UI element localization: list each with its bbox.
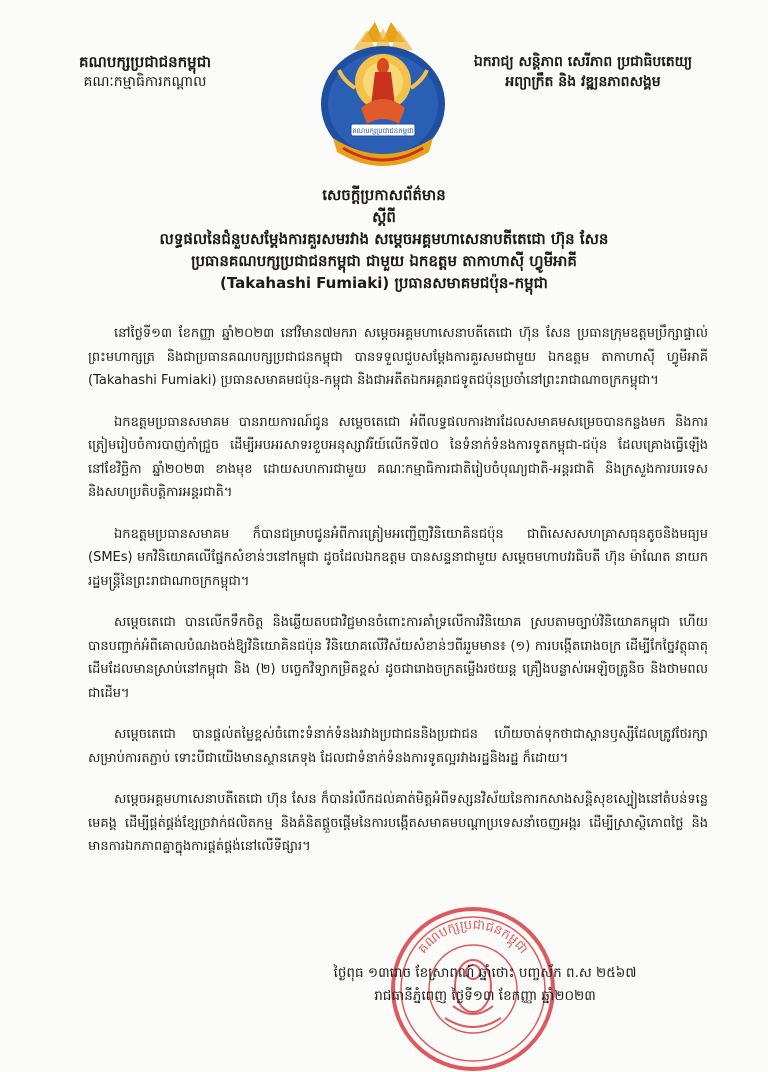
motto-line-1: ឯករាជ្យ សន្តិភាព សេរីភាព ប្រជាធិបតេយ្យ: [473, 54, 693, 70]
paragraph-4: សម្តេចតេជោ បានលើកទឹកចិត្ត និងឆ្លើយតបជាវិជ្ជមានចំពោះការគាំទ្រលើការវិនិយោគ ស្របតាមច្បាប់វិនិយោគកម្ពុជា ហើយបានបញ្ជាក់អំពីគោលបំណងចង់ឱ្យវិនិយោគិនជប៉ុន វិនិយោគលើវិស័យសំខាន់ៗពីររួមមាន៖ (១) ការបង្កើតរោងចក្រ ដើម្បីកែច្នៃវត្ថុធាតុដើមដែលមានស្រាប់នៅកម្ពុជា និង (២) បច្ចេកវិទ្យាកម្រិតខ្ពស់ ដូចជារោងចក្រតម្លើងរថយន្ត គ្រឿងបន្លាស់អេឡិចត្រូនិច និងថាមពលជាដើម។: [88, 615, 708, 701]
party-name: គណបក្សប្រជាជនកម្ពុជា: [79, 53, 211, 71]
title-line-5: (Takahashi Fumiaki) ប្រធានសមាគមជប៉ុន-កម្ពុជា: [220, 274, 548, 292]
title-regarding: ស្តីពី: [372, 208, 396, 226]
document-title: [40, 184, 728, 294]
paragraph-6: សម្តេចអគ្គមហាសេនាបតីតេជោ ហ៊ុន សែន ក៏បានរំលឹកដល់គាត់មិត្តអំពីទស្សនវិស័យនៃការកសាងសន្តិសុខស្បៀងនៅតំបន់ទន្លេមេគង្គ ដើម្បីផ្គត់ផ្គង់ខ្សែច្រវាក់ផលិតកម្ម និងគំនិតផ្តួចផ្តើមនៃការបង្កើតសមាគមបណ្តាប្រទេសនាំចេញអង្ករ ដើម្បីស្រាស្តិភោពថ្លៃ និងមានការឯកភាពគ្នាក្នុងការផ្គត់ផ្គង់នៅលើទីផ្សារ។: [88, 792, 708, 854]
title-line-4: ប្រធានគណបក្សប្រជាជនកម្ពុជា ជាមួយ ឯកឧត្តម តាកាហាស៊ី ហ្វូមីអាគី: [191, 252, 577, 270]
paragraph-3: ឯកឧត្តមប្រធានសមាគម ក៏បានជម្រាបជូនអំពីការត្រៀមអញ្ជើញវិនិយោគិនជប៉ុន ជាពិសេសសហគ្រាសធុនតូចនិងមធ្យម (SMEs) មកវិនិយោគលើផ្នែកសំខាន់ៗនៅកម្ពុជា ដូចដែលឯកឧត្តម បានសន្ទនាជាមួយ សម្តេចមហាបវរធិបតី ហ៊ុន ម៉ាណែត នាយករដ្ឋមន្ត្រីនៃព្រះរាជាណាចក្រកម្ពុជា។: [88, 526, 708, 589]
lunar-date: ថ្ងៃពុធ ១៣រោច ខែស្រាពណ៍ ឆ្នាំថោះ បញ្ចស័ក ព.ស ២៥៦៧: [333, 965, 637, 981]
signature-block: [260, 962, 710, 1008]
paragraph-2: ឯកឧត្តមប្រធានសមាគម បានរាយការណ៍ជូន សម្តេចតេជោ អំពីលទ្ធផលការងារដែលសមាគមសម្រេចបានកន្លងមក និងការត្រៀមរៀបចំការបាញ់កាំជ្រួច ដើម្បីអបអរសាទរខួបអនុស្សាវរីយ៍លើកទី៧០ នៃទំនាក់ទំនងការទូតកម្ពុជា-ជប៉ុន ដែលគ្រោងធ្វើឡើងនៅខែវិច្ឆិកា ឆ្នាំ២០២៣ ខាងមុខ ដោយសហការជាមួយ គណៈកម្មាធិការជាតិរៀបចំបុណ្យជាតិ-អន្តរជាតិ និងក្រសួងការបរទេសនិងសហប្រតិបត្តិការអន្តរជាតិ។: [88, 414, 708, 500]
logo-banner-text: គណបក្សប្រជាជនកម្ពុជា: [352, 127, 414, 135]
title-line-3: លទ្ធផលនៃជំនួបសម្តែងការគួរសមរវាង សម្តេចអគ្គមហាសេនាបតីតេជោ ហ៊ុន សែន: [159, 230, 609, 248]
party-header: [40, 52, 250, 92]
svg-text:គណបក្សប្រជាជនកម្ពុជា: [415, 918, 530, 957]
seal-text: គណបក្សប្រជាជនកម្ពុជា: [415, 917, 531, 957]
committee-name: គណៈកម្មាធិការកណ្តាល: [83, 74, 207, 90]
paragraph-1: នៅថ្ងៃទី១៣ ខែកញ្ញា ឆ្នាំ២០២៣ នៅវិមាន៧មករា សម្តេចអគ្គមហាសេនាបតីតេជោ ហ៊ុន សែន ប្រធានក្រុមឧត្តមប្រឹក្សាផ្ទាល់ព្រះមហាក្សត្រ និងជាប្រធានគណបក្សប្រជាជនកម្ពុជា បានទទួលជួបសម្តែងការគួរសមជាមួយ ឯកឧត្តម តាកាហាស៊ី ហ្វូមីអាគី (Takahashi Fumiaki) ប្រធានសមាគមជប៉ុន-កម្ពុជា និងជាអតីតឯកអគ្គរាជទូតជប៉ុនប្រចាំនៅព្រះរាជាណាចក្រកម្ពុជា។: [88, 326, 708, 388]
paragraph-5: សម្តេចតេជោ បានផ្តល់តម្លៃខ្ពស់ចំពោះទំនាក់ទំនងរវាងប្រជាជននិងប្រជាជន ហើយចាត់ទុកថាជាស្ពានឫស្សីដែលត្រូវថែរក្សាសម្រាប់ការតភ្ជាប់ ទោះបីជាយើងមានស្ថានភេទុង ដែលជាទំនាក់ទំនងការទូតល្អរវាងរដ្ឋនិងរដ្ឋ ក៏ដោយ។: [88, 727, 708, 766]
solar-date: រាជធានីភ្នំពេញ ថ្ងៃទី១៣ ខែកញ្ញា ឆ្នាំ២០២៣: [374, 988, 596, 1004]
document-body: [88, 322, 708, 877]
national-motto: [438, 52, 728, 92]
party-logo: [303, 20, 463, 172]
title-press-release: សេចក្តីប្រកាសព័ត៌មាន: [322, 186, 446, 204]
motto-line-2: អព្យាក្រឹត និង វឌ្ឍនភាពសង្គម: [505, 74, 661, 90]
